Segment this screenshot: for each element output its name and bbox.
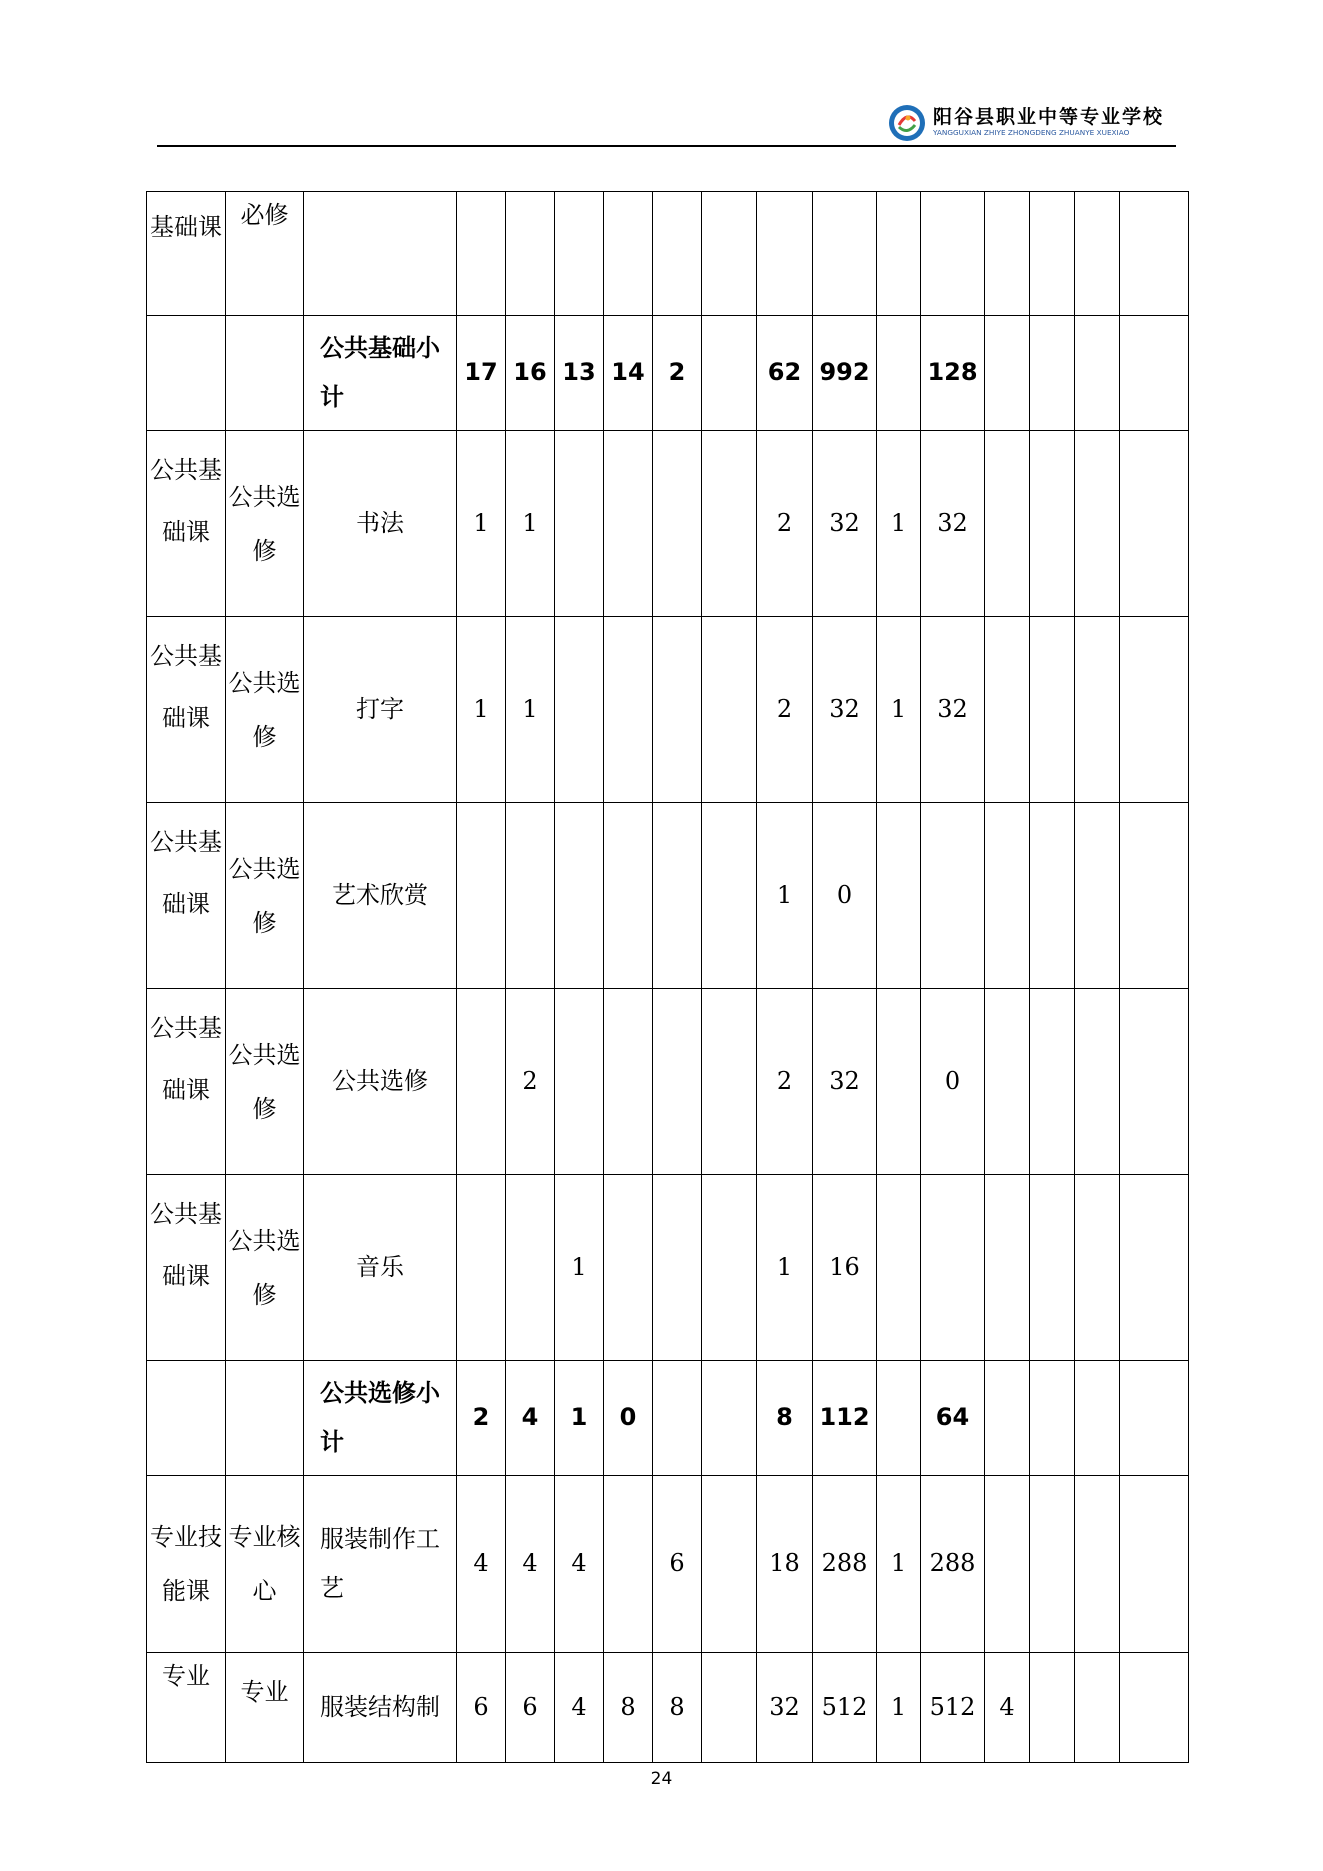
value-cell: 112: [813, 1361, 877, 1476]
table-row: [147, 803, 1189, 989]
value-cell: [653, 617, 702, 803]
value-cell: [1030, 803, 1075, 989]
curriculum-table: [146, 191, 1189, 1763]
type-cell: 公共选修: [226, 617, 304, 803]
value-cell: 6: [506, 1653, 555, 1763]
value-cell: 1: [555, 1175, 604, 1361]
value-cell: 8: [604, 1653, 653, 1763]
value-cell: 992: [813, 316, 877, 431]
value-cell: 18: [757, 1476, 813, 1653]
type-cell: 公共选修: [226, 989, 304, 1175]
value-cell: 1: [506, 617, 555, 803]
value-cell: [985, 192, 1030, 316]
value-cell: [1030, 431, 1075, 617]
value-cell: [1030, 316, 1075, 431]
value-cell: [1075, 192, 1120, 316]
value-cell: [1120, 1653, 1189, 1763]
page-header: [157, 95, 1176, 147]
type-cell: [226, 1361, 304, 1476]
value-cell: 2: [506, 989, 555, 1175]
value-cell: 512: [921, 1653, 985, 1763]
course-cell: 公共选修小计: [304, 1361, 457, 1476]
value-cell: [1075, 989, 1120, 1175]
value-cell: 1: [877, 617, 921, 803]
value-cell: [604, 803, 653, 989]
value-cell: 4: [985, 1653, 1030, 1763]
value-cell: [985, 1476, 1030, 1653]
value-cell: 4: [555, 1653, 604, 1763]
type-cell: 公共选修: [226, 1175, 304, 1361]
value-cell: 288: [813, 1476, 877, 1653]
value-cell: [1075, 431, 1120, 617]
value-cell: [457, 989, 506, 1175]
table-row: [147, 192, 1189, 316]
value-cell: [702, 1175, 757, 1361]
value-cell: 1: [877, 1476, 921, 1653]
value-cell: [702, 803, 757, 989]
value-cell: 14: [604, 316, 653, 431]
value-cell: [985, 316, 1030, 431]
value-cell: [877, 803, 921, 989]
value-cell: [985, 617, 1030, 803]
course-cell: 服装制作工艺: [304, 1476, 457, 1653]
value-cell: 62: [757, 316, 813, 431]
value-cell: [653, 803, 702, 989]
value-cell: [604, 1476, 653, 1653]
value-cell: [653, 431, 702, 617]
value-cell: [985, 1361, 1030, 1476]
value-cell: 32: [813, 989, 877, 1175]
value-cell: [506, 1175, 555, 1361]
category-cell: 专业技能课: [147, 1476, 226, 1653]
value-cell: 1: [877, 431, 921, 617]
value-cell: 4: [506, 1476, 555, 1653]
value-cell: [985, 431, 1030, 617]
value-cell: [653, 989, 702, 1175]
type-cell: 专业核心: [226, 1476, 304, 1653]
value-cell: [1120, 989, 1189, 1175]
value-cell: 6: [457, 1653, 506, 1763]
value-cell: [457, 192, 506, 316]
table-row: [147, 617, 1189, 803]
value-cell: [653, 1361, 702, 1476]
value-cell: [1120, 192, 1189, 316]
value-cell: 0: [921, 989, 985, 1175]
value-cell: [877, 192, 921, 316]
value-cell: [702, 192, 757, 316]
course-cell: 公共选修: [304, 989, 457, 1175]
value-cell: 8: [757, 1361, 813, 1476]
value-cell: 128: [921, 316, 985, 431]
value-cell: 6: [653, 1476, 702, 1653]
value-cell: [1030, 192, 1075, 316]
value-cell: [653, 1175, 702, 1361]
value-cell: [702, 1476, 757, 1653]
value-cell: [555, 431, 604, 617]
value-cell: [604, 617, 653, 803]
category-cell: [147, 1361, 226, 1476]
value-cell: [1075, 617, 1120, 803]
value-cell: [1030, 1476, 1075, 1653]
value-cell: [702, 316, 757, 431]
type-cell: 专业: [226, 1653, 304, 1763]
category-cell: 基础课: [147, 192, 226, 316]
value-cell: 4: [506, 1361, 555, 1476]
value-cell: [1075, 1653, 1120, 1763]
value-cell: 2: [457, 1361, 506, 1476]
value-cell: [653, 192, 702, 316]
value-cell: [555, 803, 604, 989]
value-cell: [702, 617, 757, 803]
value-cell: 16: [813, 1175, 877, 1361]
type-cell: 公共选修: [226, 431, 304, 617]
value-cell: [702, 989, 757, 1175]
value-cell: [555, 192, 604, 316]
table-row: [147, 1653, 1189, 1763]
value-cell: [1075, 1476, 1120, 1653]
value-cell: [1075, 803, 1120, 989]
value-cell: [702, 1653, 757, 1763]
value-cell: [757, 192, 813, 316]
value-cell: [1030, 1175, 1075, 1361]
value-cell: [1120, 431, 1189, 617]
value-cell: 13: [555, 316, 604, 431]
value-cell: [604, 192, 653, 316]
value-cell: 2: [757, 989, 813, 1175]
value-cell: 1: [555, 1361, 604, 1476]
value-cell: [1030, 1653, 1075, 1763]
table-row: [147, 316, 1189, 431]
category-cell: [147, 316, 226, 431]
value-cell: 64: [921, 1361, 985, 1476]
value-cell: 32: [921, 431, 985, 617]
value-cell: [1030, 1361, 1075, 1476]
value-cell: [1075, 1361, 1120, 1476]
value-cell: [985, 989, 1030, 1175]
table-row: [147, 1175, 1189, 1361]
table-row: [147, 1476, 1189, 1653]
value-cell: [985, 1175, 1030, 1361]
value-cell: 32: [757, 1653, 813, 1763]
course-cell: 打字: [304, 617, 457, 803]
value-cell: 288: [921, 1476, 985, 1653]
value-cell: [506, 192, 555, 316]
value-cell: [457, 803, 506, 989]
value-cell: 1: [877, 1653, 921, 1763]
value-cell: 17: [457, 316, 506, 431]
value-cell: 2: [757, 431, 813, 617]
value-cell: 0: [604, 1361, 653, 1476]
value-cell: [985, 803, 1030, 989]
value-cell: 1: [506, 431, 555, 617]
value-cell: [604, 1175, 653, 1361]
course-cell: 公共基础小计: [304, 316, 457, 431]
value-cell: [877, 1361, 921, 1476]
value-cell: [555, 617, 604, 803]
value-cell: [813, 192, 877, 316]
value-cell: [604, 431, 653, 617]
value-cell: [1120, 1361, 1189, 1476]
value-cell: 8: [653, 1653, 702, 1763]
category-cell: 公共基础课: [147, 431, 226, 617]
header-divider: [157, 145, 1176, 147]
value-cell: [1120, 803, 1189, 989]
table-row: [147, 1361, 1189, 1476]
value-cell: 1: [757, 1175, 813, 1361]
school-name-cn: 阳谷县职业中等专业学校: [933, 106, 1165, 128]
course-cell: 服装结构制: [304, 1653, 457, 1763]
value-cell: [702, 1361, 757, 1476]
value-cell: [1030, 617, 1075, 803]
value-cell: 32: [921, 617, 985, 803]
table-row: [147, 989, 1189, 1175]
value-cell: 2: [653, 316, 702, 431]
type-cell: 必修: [226, 192, 304, 316]
value-cell: 32: [813, 431, 877, 617]
value-cell: [921, 1175, 985, 1361]
value-cell: [1120, 1476, 1189, 1653]
course-cell: 艺术欣赏: [304, 803, 457, 989]
value-cell: [877, 989, 921, 1175]
course-cell: 音乐: [304, 1175, 457, 1361]
value-cell: 1: [457, 617, 506, 803]
value-cell: [1120, 617, 1189, 803]
value-cell: [457, 1175, 506, 1361]
value-cell: [921, 192, 985, 316]
value-cell: 1: [457, 431, 506, 617]
value-cell: [1075, 1175, 1120, 1361]
value-cell: [604, 989, 653, 1175]
value-cell: 16: [506, 316, 555, 431]
category-cell: 专业: [147, 1653, 226, 1763]
value-cell: [877, 1175, 921, 1361]
category-cell: 公共基础课: [147, 803, 226, 989]
school-name-en: YANGGUXIAN ZHIYE ZHONGDENG ZHUANYE XUEXIAO: [933, 128, 1130, 137]
value-cell: [1075, 316, 1120, 431]
value-cell: [702, 431, 757, 617]
value-cell: 32: [813, 617, 877, 803]
category-cell: 公共基础课: [147, 1175, 226, 1361]
value-cell: [1120, 316, 1189, 431]
school-logo-icon: [887, 103, 927, 143]
value-cell: [1120, 1175, 1189, 1361]
value-cell: [1030, 989, 1075, 1175]
value-cell: 1: [757, 803, 813, 989]
table-row: [147, 431, 1189, 617]
value-cell: [506, 803, 555, 989]
type-cell: 公共选修: [226, 803, 304, 989]
value-cell: [877, 316, 921, 431]
value-cell: 512: [813, 1653, 877, 1763]
course-cell: [304, 192, 457, 316]
value-cell: 4: [555, 1476, 604, 1653]
value-cell: [555, 989, 604, 1175]
category-cell: 公共基础课: [147, 989, 226, 1175]
course-cell: 书法: [304, 431, 457, 617]
type-cell: [226, 316, 304, 431]
value-cell: 0: [813, 803, 877, 989]
value-cell: 2: [757, 617, 813, 803]
value-cell: [921, 803, 985, 989]
value-cell: 4: [457, 1476, 506, 1653]
category-cell: 公共基础课: [147, 617, 226, 803]
page-number: 24: [650, 1769, 673, 1789]
